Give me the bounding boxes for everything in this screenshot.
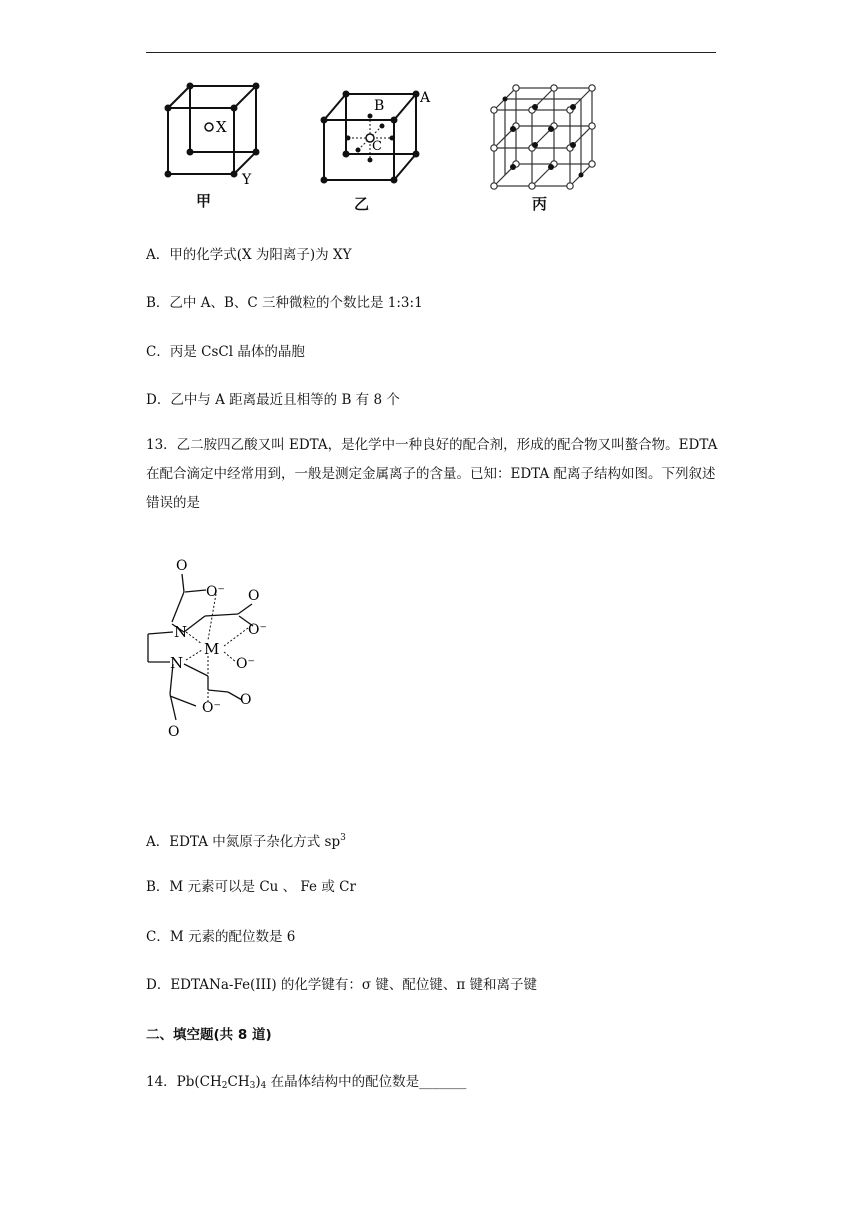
q14-prefix: 14．Pb(CH bbox=[146, 1074, 222, 1090]
edta-o-minus-right: O⁻ bbox=[248, 622, 267, 638]
edta-o-top: O bbox=[176, 558, 188, 574]
jia-y-label: Y bbox=[242, 172, 252, 187]
section-heading-fill-in: 二、填空题(共 8 道) bbox=[146, 1027, 272, 1043]
yi-c-label: C bbox=[372, 139, 382, 154]
q12-option-d: D．乙中与 A 距离最近且相等的 B 有 8 个 bbox=[146, 392, 400, 408]
crystal-figure-yi bbox=[316, 80, 438, 185]
crystal-figure-jia bbox=[160, 72, 270, 187]
edta-n-lower: N bbox=[170, 654, 184, 672]
q13-option-a bbox=[146, 828, 346, 852]
q12-option-b: B．乙中 A、B、C 三种微粒的个数比是 1:3:1 bbox=[146, 295, 423, 311]
edta-o-minus-bottom: O⁻ bbox=[202, 700, 221, 716]
q14-mid: CH bbox=[227, 1074, 250, 1090]
edta-o-right-top: O bbox=[248, 588, 260, 604]
figure-label-jia: 甲 bbox=[196, 192, 212, 210]
q14-sub2: 3 bbox=[249, 1081, 256, 1091]
q13-option-b: B．M 元素可以是 Cu 、 Fe 或 Cr bbox=[146, 879, 356, 895]
q12-option-c: C．丙是 CsCl 晶体的晶胞 bbox=[146, 344, 305, 360]
edta-structure-diagram bbox=[140, 552, 290, 742]
figure-label-yi: 乙 bbox=[354, 195, 370, 213]
q14-suffix: ) bbox=[255, 1074, 261, 1090]
q13-stem: 13．乙二胺四乙酸又叫 EDTA，是化学中一种良好的配合剂，形成的配合物又叫螯合物。EDTA 在配合滴定中经常用到，一般是测定金属离子的含量。已知：EDTA 配离子结构如图。下列叙述错误的是 bbox=[146, 437, 718, 511]
q13-option-d: D．EDTANa-Fe(III) 的化学键有：σ 键、配位键、π 键和离子键 bbox=[146, 977, 538, 993]
edta-metal-m: M bbox=[204, 640, 220, 658]
q12-option-a: A．甲的化学式(X 为阳离子)为 XY bbox=[146, 247, 352, 263]
edta-o-bottom: O bbox=[168, 724, 180, 740]
q13-option-c: C．M 元素的配位数是 6 bbox=[146, 929, 296, 945]
q14-sub3: 4 bbox=[260, 1081, 267, 1091]
crystal-figure-bing bbox=[486, 80, 608, 190]
edta-o-right-bottom: O bbox=[240, 692, 252, 708]
yi-b-label: B bbox=[374, 98, 385, 114]
figure-label-bing: 丙 bbox=[532, 195, 548, 213]
edta-o-minus-mid: O⁻ bbox=[236, 656, 255, 672]
yi-a-label: A bbox=[420, 90, 431, 106]
edta-n-upper: N bbox=[174, 623, 188, 641]
jia-x-label: X bbox=[216, 118, 227, 136]
q13-option-a-text: A．EDTA 中氮原子杂化方式 sp bbox=[146, 834, 341, 850]
q13-option-a-superscript: 3 bbox=[340, 833, 346, 843]
header-rule bbox=[146, 52, 716, 53]
q14-question bbox=[146, 1072, 466, 1096]
edta-o-minus-top: O⁻ bbox=[206, 584, 225, 600]
q14-sub1: 2 bbox=[221, 1081, 228, 1091]
q14-tail: 在晶体结构中的配位数是_______ bbox=[266, 1074, 467, 1090]
